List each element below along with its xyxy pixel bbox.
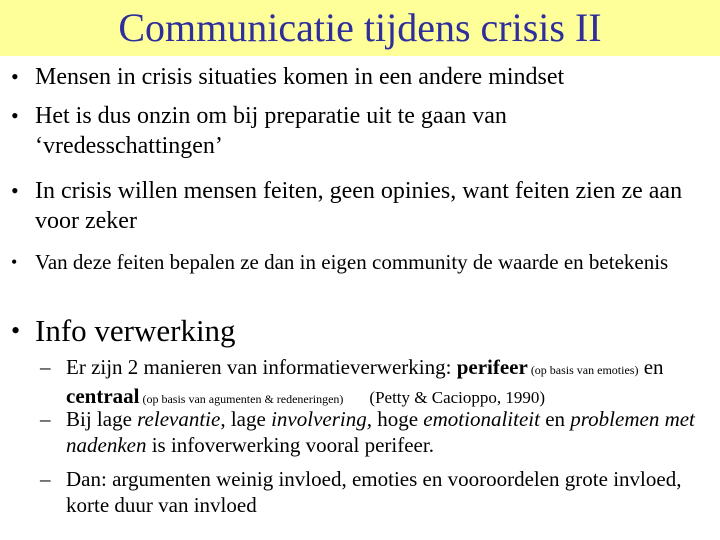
sub-bullet-dash: – <box>40 467 51 491</box>
bullet-text: Het is dus onzin om bij preparatie uit te gaan van ‘vredesschattingen’ <box>35 103 507 159</box>
term-perifeer: perifeer <box>456 355 528 379</box>
term-involvering: involvering, <box>271 407 372 431</box>
sub-bullet-dash: – <box>40 355 51 379</box>
bullet-dot: • <box>11 103 19 128</box>
sub-bullet-dash: – <box>40 407 51 431</box>
term-problemen: problemen met nadenken <box>66 407 695 457</box>
text-run: Bij lage <box>66 407 138 431</box>
bullet-dot: • <box>11 178 19 203</box>
text-run: en <box>638 355 664 379</box>
bullet-text: Mensen in crisis situaties komen in een andere mindset <box>35 64 565 90</box>
bullet-dot: • <box>11 316 21 345</box>
text-run: hoge <box>371 407 424 431</box>
sub-bullet-text: Dan: argumenten weinig invloed, emoties en vooroordelen grote invloed, korte duur van invloed <box>66 467 682 517</box>
sub-bullet-text <box>66 354 716 412</box>
sub-bullet-text <box>66 406 716 458</box>
bullet-text: In crisis willen mensen feiten, geen opinies, want feiten zien ze aan voor zeker <box>35 178 683 234</box>
term-emotionaliteit: emotionaliteit <box>423 407 540 431</box>
term-centraal: centraal <box>66 384 140 408</box>
bullet-text: Van deze feiten bepalen ze dan in eigen community de waarde en betekenis <box>35 250 669 274</box>
note-perifeer: (op basis van emoties) <box>527 363 639 377</box>
text-run: , lage <box>220 407 272 431</box>
text-run: Er zijn 2 manieren van informatieverwerking: <box>66 355 457 379</box>
term-relevantie: relevantie <box>137 407 221 431</box>
slide-title: Communicatie tijdens crisis II <box>118 5 602 50</box>
text-run: en <box>539 407 571 431</box>
bullet-text: Info verwerking <box>35 313 236 348</box>
bullet-dot: • <box>11 252 18 272</box>
bullet-dot: • <box>11 64 19 89</box>
text-run: is infoverwerking vooral perifeer. <box>146 433 434 457</box>
note-centraal: (op basis van agumenten & redeneringen) <box>139 392 344 406</box>
citation: (Petty & Cacioppo, 1990) <box>369 388 546 407</box>
